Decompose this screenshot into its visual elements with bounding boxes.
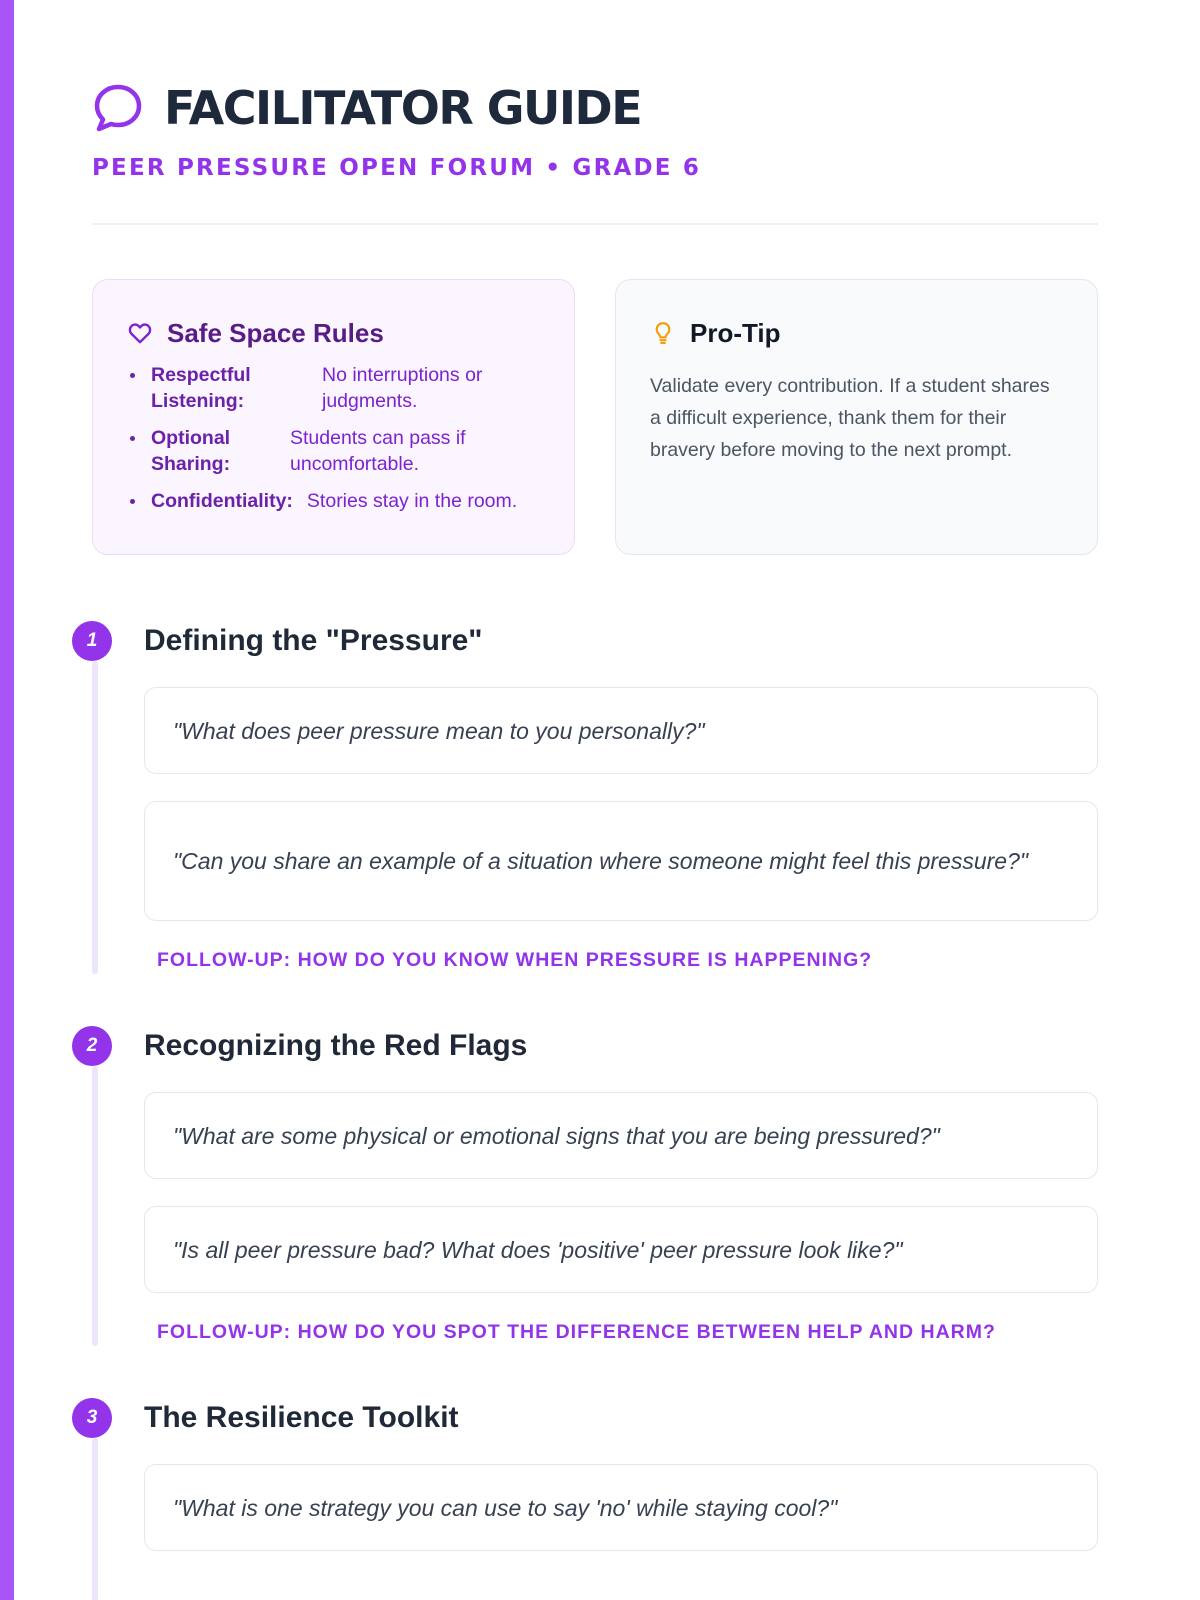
safe-space-rules-title: Safe Space Rules (167, 318, 384, 348)
question-card: "What does peer pressure mean to you personally?" (144, 687, 1098, 774)
pro-tip-title: Pro-Tip (690, 318, 781, 348)
rule-label: Confidentiality: (151, 490, 293, 512)
safe-space-rules-header (127, 316, 540, 350)
section-number-badge: 1 (72, 621, 112, 661)
header-divider (92, 223, 1098, 225)
rule-text: Students can pass if uncomfortable. (290, 427, 466, 475)
speech-bubble-icon (92, 82, 144, 134)
rule-item (127, 425, 540, 477)
rule-label: Respectful Listening: (151, 364, 251, 412)
rule-label: Optional Sharing: (151, 427, 231, 475)
pro-tip-card (615, 279, 1098, 555)
follow-up-prompt: FOLLOW-UP: HOW DO YOU KNOW WHEN PRESSURE IS HAPPENING? (157, 949, 873, 971)
question-card: "Can you share an example of a situation where someone might feel this pressure?" (144, 801, 1098, 921)
header (92, 78, 1098, 182)
lightbulb-icon (650, 320, 676, 346)
accent-bar (0, 0, 14, 1600)
page-subtitle: PEER PRESSURE OPEN FORUM • GRADE 6 (92, 155, 702, 181)
follow-up-prompt: FOLLOW-UP: HOW DO YOU SPOT THE DIFFERENCE BETWEEN HELP AND HARM? (157, 1321, 996, 1343)
section-number-badge: 3 (72, 1398, 112, 1438)
pro-tip-text: Validate every contribution. If a student shares a difficult experience, thank them for their bravery before moving to the next prompt. (650, 375, 1050, 461)
title-row (92, 78, 1098, 138)
section-rail (92, 1438, 98, 1600)
section-rail (92, 1066, 98, 1346)
pro-tip-header (650, 316, 1063, 350)
rule-item (127, 362, 540, 414)
section-number-badge: 2 (72, 1026, 112, 1066)
section-title: Defining the "Pressure" (144, 624, 483, 657)
question-card: "Is all peer pressure bad? What does 'positive' peer pressure look like?" (144, 1206, 1098, 1293)
rules-list (127, 362, 540, 514)
section-rail (92, 661, 98, 974)
rule-text: No interruptions or judgments. (322, 364, 483, 412)
rule-item (127, 488, 540, 514)
section-title: The Resilience Toolkit (144, 1401, 459, 1434)
question-card: "What is one strategy you can use to say 'no' while staying cool?" (144, 1464, 1098, 1551)
safe-space-rules-card (92, 279, 575, 555)
question-card: "What are some physical or emotional signs that you are being pressured?" (144, 1092, 1098, 1179)
page-title: FACILITATOR GUIDE (164, 81, 642, 135)
heart-icon (127, 320, 153, 346)
rule-text: Stories stay in the room. (306, 490, 518, 512)
section-title: Recognizing the Red Flags (144, 1029, 528, 1062)
